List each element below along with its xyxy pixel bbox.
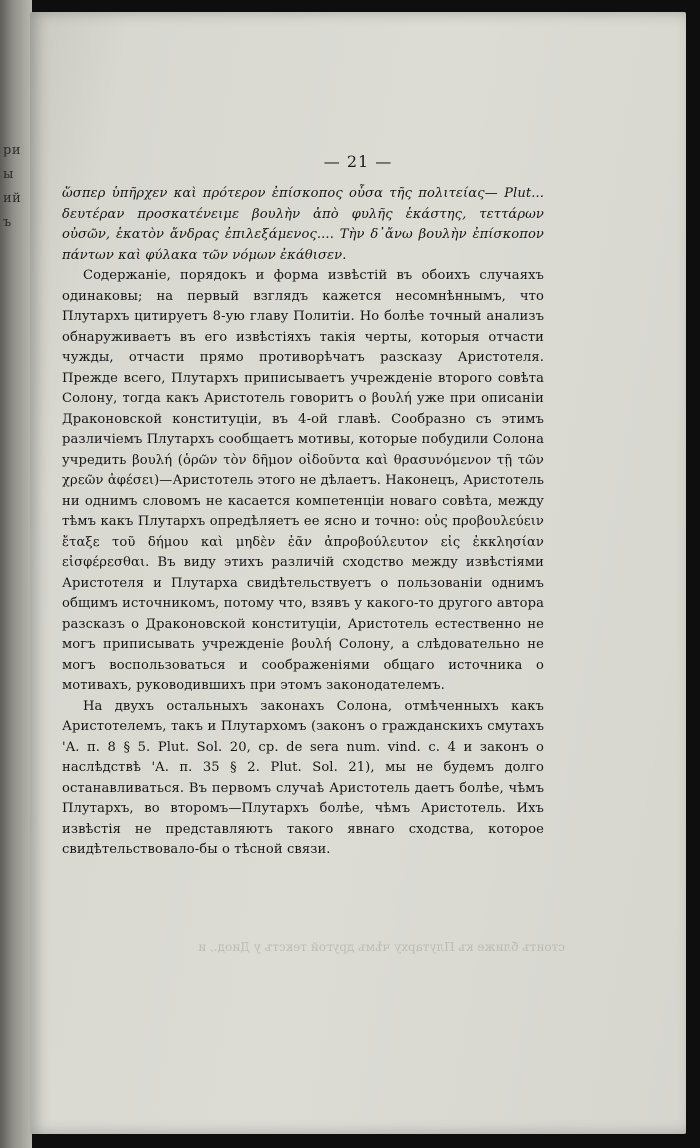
facing-page-fragment: ы <box>3 167 14 182</box>
facing-page-fragment: ри <box>3 143 21 158</box>
facing-page-edge <box>0 0 32 1148</box>
facing-page-fragment: ий <box>3 191 22 206</box>
greek-quote-paragraph: ὥσπερ ὑπῆρχεν καὶ πρότερον ἐπίσκοπος οὖσα τῆς πολιτείας— Plut... δευτέραν προσκατένειμε βουλὴν ἀπὸ φυλῆς ἑκάστης, τεττάρων οὐσῶν, ἑκατὸν ἄνδρας ἐπιλεξάμενος.... Τὴν δ᾽ἄνω βουλὴν ἐπίσκοπον πάντων καὶ φύλακα τῶν νόμων ἐκάθισεν. <box>62 186 544 263</box>
paragraph: На двухъ остальныхъ законахъ Солона, отмѣченныхъ какъ Аристотелемъ, такъ и Плутархомъ (законъ о гражданскихъ смутахъ 'A. π. 8 § 5. Plut. Sol. 20, cp. de sera num. vind. c. 4 и законъ о наслѣдствѣ 'A. π. 35 § 2. Plut. Sol. 21), мы не будемъ долго останавливаться. Въ первомъ случаѣ Аристотель даетъ болѣе, чѣмъ Плутархъ, во второмъ—Плутархъ болѣе, чѣмъ Аристотель. Ихъ извѣстія не представляютъ такого явнаго сходства, которое свидѣтельствовало-бы о тѣсной связи. <box>62 698 544 857</box>
body-text <box>62 184 544 861</box>
paragraph: Содержаніе, порядокъ и форма извѣстій въ обоихъ случаяхъ одинаковы; на первый взглядъ кажется несомнѣннымъ, что Плутархъ цитируетъ 8-ую главу Политіи. Но болѣе точный анализъ обнаруживаетъ въ его извѣстіяхъ такія черты, которыя отчасти чужды, отчасти прямо противорѣчатъ разсказу Аристотеля. Прежде всего, Плутархъ приписываетъ учрежденіе второго совѣта Солону, тогда какъ Аристотель говоритъ о βουλή уже при описаніи Драконовской конституціи, въ 4-ой главѣ. Сообразно съ этимъ различіемъ Плутархъ сообщаетъ мотивы, которые побудили Солона учредить βουλή (ὁρῶν τὸν δῆμον οἰδοῦντα καὶ θρασυνόμενον τῇ τῶν χρεῶν ἀφέσει)—Аристотель этого не дѣлаетъ. Наконецъ, Аристотель ни однимъ словомъ не касается компетенціи новаго совѣта, между тѣмъ какъ Плутархъ опредѣляетъ ее ясно и точно: οὐς προβουλεύειν ἔταξε τοῦ δήμου καὶ μηδὲν ἐᾶν ἀπροβούλευτον εἰς ἐκκλησίαν εἰσφέρεσθαι. Въ виду этихъ различій сходство между извѣстіями Аристотеля и Плутарха свидѣтельствуетъ о пользованіи однимъ общимъ источникомъ, потому что, взявъ у какого-то другого автора разсказъ о Драконовской конституціи, Аристотель естественно не могъ приписывать учрежденіе βουλή Солону, а слѣдовательно не могъ воспользоваться и соображеніями общаго источника о мотивахъ, руководившихъ при этомъ законодателемъ. <box>62 268 544 693</box>
facing-page-fragment: ъ <box>3 215 12 230</box>
bleed-through-text: стоитъ ближе къ Плутарху чѣмъ другой текстъ у Диод., и <box>198 940 565 954</box>
page-number: — 21 — <box>323 152 393 171</box>
book-page <box>30 12 686 1134</box>
